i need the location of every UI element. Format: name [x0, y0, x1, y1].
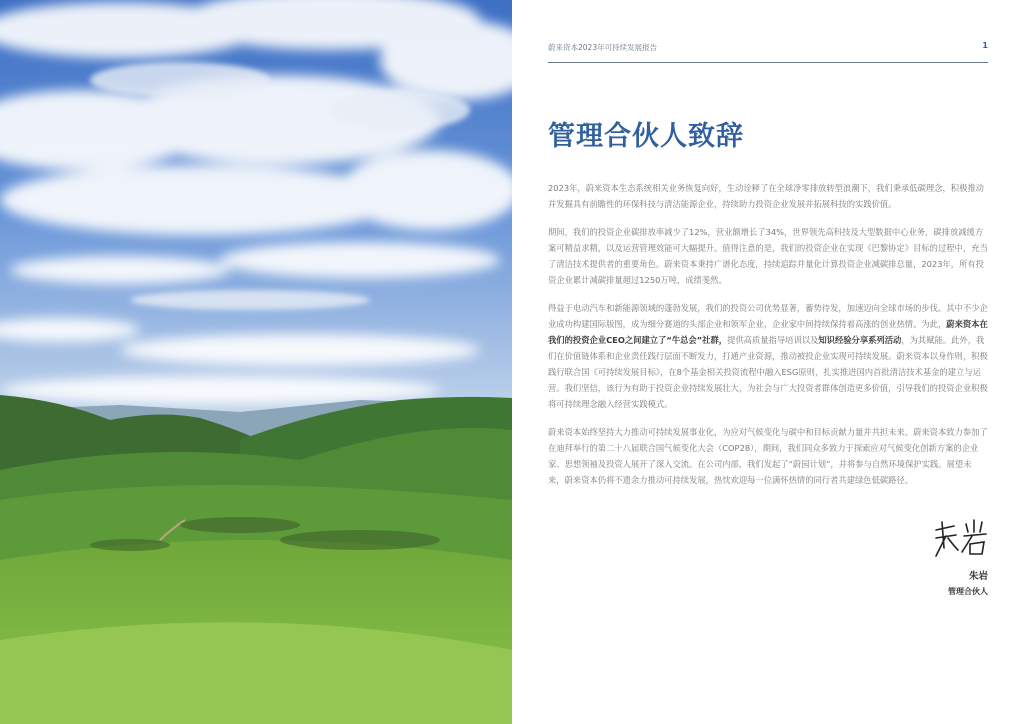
paragraph-3 [548, 300, 988, 412]
paragraph-3-text-a: 得益于电动汽车和新能源领域的蓬勃发展，我们的投资公司优势显著，蓄势待发，加速迈向全球市场的步伐。其中不少企业成功构建国际版图，成为细分赛道的头部企业和领军企业，企业家中间持续保持着高涨的创业热情。为此， [548, 303, 988, 329]
signatory-role: 管理合伙人 [948, 587, 988, 596]
page-header [548, 40, 988, 63]
paragraph-1: 2023年，蔚来资本生态系统相关业务恢复向好，生动诠释了在全球净零排放转型浪潮下，我们秉承低碳理念，积极推动并发掘具有前瞻性的环保科技与清洁能源企业，持续助力投资企业发展并拓展科技的实践价值。 [548, 183, 984, 209]
paragraph-3-text-c: ，为其赋能。此外，我们在价值链体系和企业责任践行层面不断发力，打通产业资源，推动被投企业实现可持续发展。蔚来资本以身作则，积极践行联合国《可持续发展目标》，在8个基金相关投资流程中融入ESG原则，扎实推进国内首批清洁技术基金的建立与运营。我们坚信，该行为有助于投资企业持续发展壮大，为社会与广大投资者群体创造更多价值，引导我们的投资企业积极将可持续理念融入经营实践模式。 [548, 335, 988, 409]
handwritten-signature [932, 508, 992, 568]
paragraph-3-text-b: 提供高质量指导培训以及 [727, 335, 819, 345]
letter-body [548, 180, 988, 500]
page-title: 管理合伙人致辞 [548, 121, 744, 152]
paragraph-2: 期间，我们的投资企业碳排放率减少了12%，营业额增长了34%，世界领先高科技及大型数据中心业务，碳排放减缓方案可精益求精，以及运营管理效能可大幅提升。值得注意的是，我们的投资企业在实现《巴黎协定》目标的过程中，充当了清洁技术提供者的重要角色。蔚来资本秉持广谱化态度，持续追踪并量化计算投资企业减碳排总量，2023年，所有投资企业累计减碳排量超过1250万吨，成绩斐然。 [548, 227, 988, 285]
paragraph-3-highlight-1: 蔚来资本在我们的投资企业CEO之间建立了“牛总会”社群， [548, 319, 988, 345]
paragraph-4: 蔚来资本始终坚持大力推动可持续发展事业化，为应对气候变化与碳中和目标贡献力量并共担未来。蔚来资本致力参加了在迪拜举行的第二十八届联合国气候变化大会（COP28），期间，我们同众多致力于探索应对气候变化创新方案的企业家、思想领袖及投资人展开了深入交流。在公司内部，我们发起了“蔚园计划”，并将参与自然环境保护实践。展望未来，蔚来资本仍将不遗余力推动可持续发展，热忱欢迎每一位满怀热情的同行者共建绿色低碳路径。 [548, 427, 988, 485]
signatory-name: 朱岩 [968, 571, 988, 582]
page-number: 1 [982, 41, 988, 50]
paragraph-3-highlight-2: 知识经验分享系列活动 [818, 335, 902, 345]
letter-page [512, 0, 1024, 724]
report-title: 蔚来资本2023年可持续发展报告 [548, 43, 658, 52]
